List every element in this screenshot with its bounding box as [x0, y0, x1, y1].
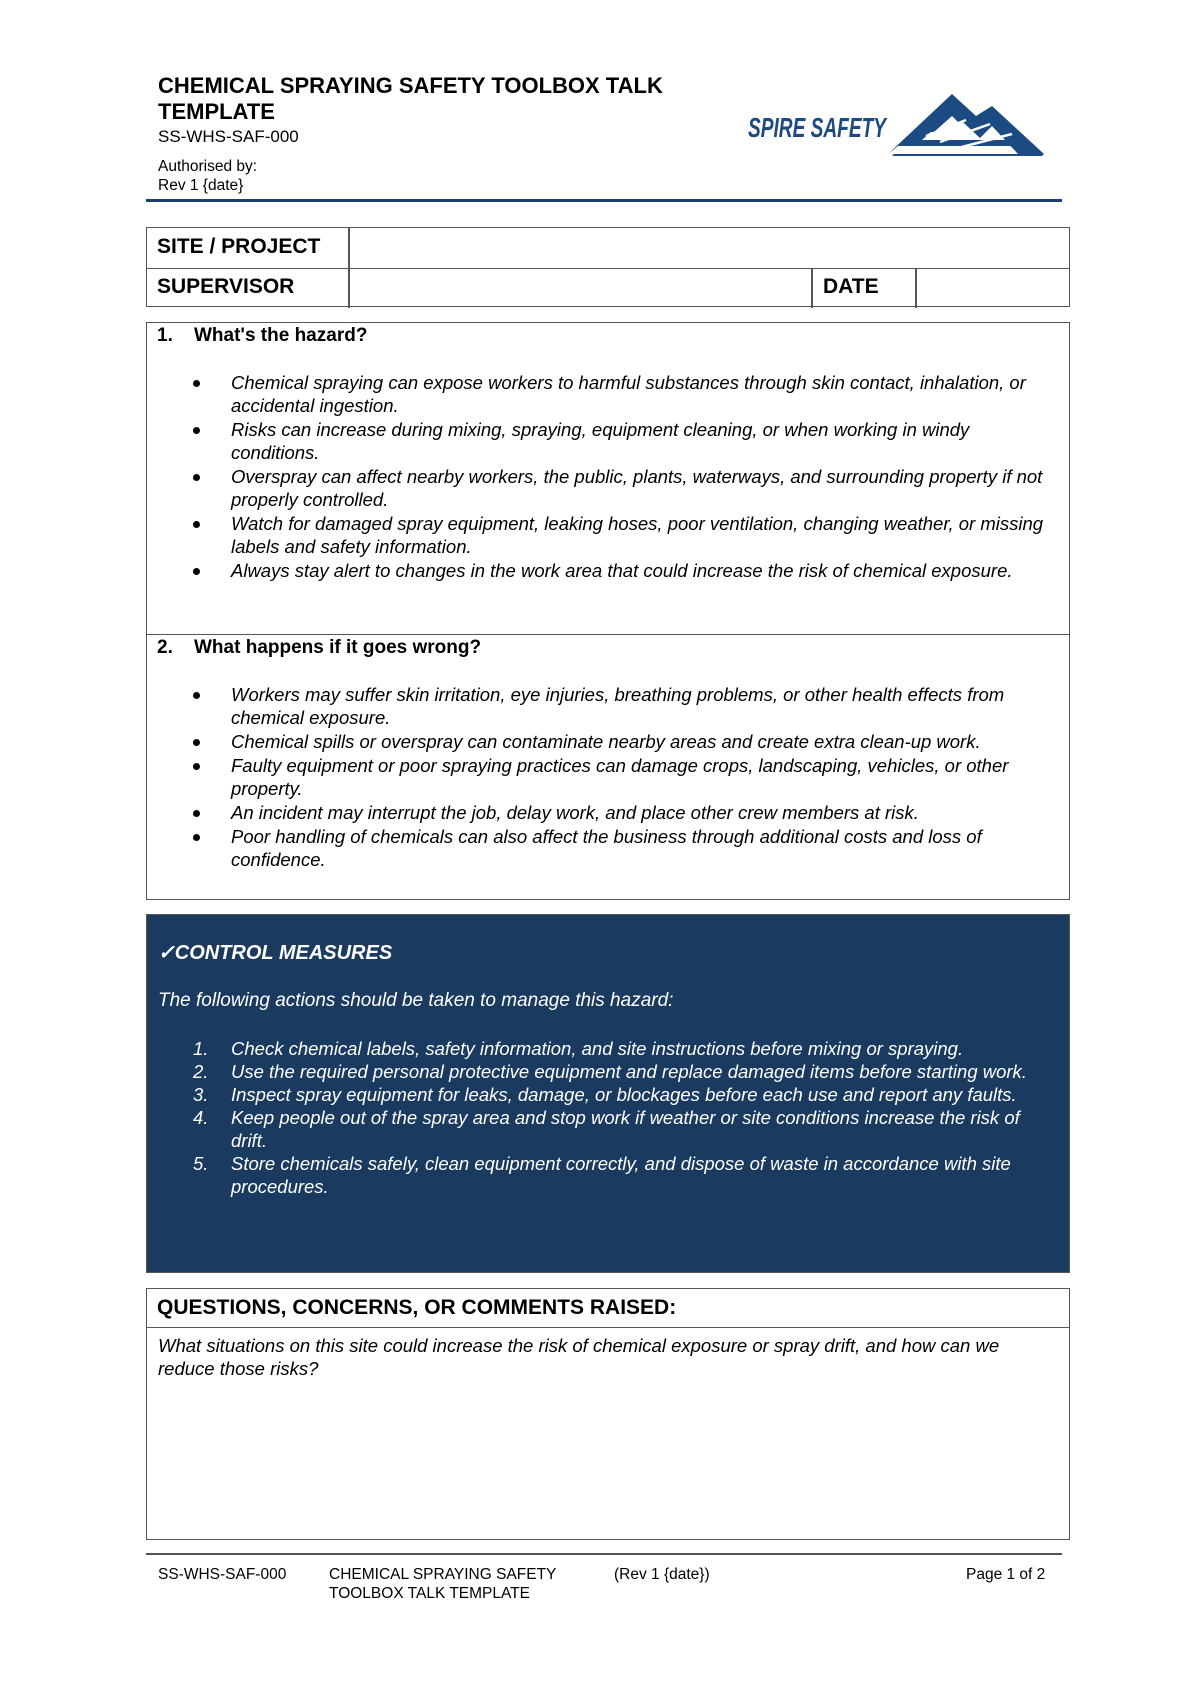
step-text: Check chemical labels, safety information, and site instructions before mixing or spraying. [231, 1038, 964, 1059]
footer-divider [146, 1553, 1062, 1555]
list-item [193, 371, 1057, 417]
section-number: 1. [157, 325, 173, 346]
list-item [193, 683, 1057, 729]
list-item-text: Chemical spraying can expose workers to harmful substances through skin contact, inhalation, or accidental ingestion. [231, 372, 1026, 416]
date-label: DATE [823, 275, 879, 298]
section-heading-text: What happens if it goes wrong? [194, 637, 482, 658]
hazard-heading [157, 323, 367, 349]
list-item-text: Always stay alert to changes in the work area that could increase the risk of chemical exposure. [231, 560, 1013, 581]
list-item-text: Overspray can affect nearby workers, the public, plants, waterways, and surrounding property if not properly controlled. [231, 466, 1043, 510]
list-item-text: Poor handling of chemicals can also affect the business through additional costs and loss of confidence. [231, 826, 982, 870]
bullet-icon [193, 380, 200, 387]
step-number: 5. [193, 1153, 209, 1174]
bullet-icon [193, 763, 200, 770]
step-number: 4. [193, 1107, 209, 1128]
site-project-row [147, 228, 1069, 269]
step-number: 3. [193, 1084, 209, 1105]
site-info-table [146, 227, 1070, 307]
list-item [193, 1106, 1057, 1152]
list-item [193, 1152, 1057, 1198]
list-item [193, 1083, 1057, 1106]
header-divider [146, 199, 1062, 202]
document-title: CHEMICAL SPRAYING SAFETY TOOLBOX TALK TEMPLATE [158, 73, 663, 124]
consequences-section [146, 634, 1070, 900]
document-code: SS-WHS-SAF-000 [158, 127, 299, 146]
bullet-icon [193, 521, 200, 528]
section-heading-text: What's the hazard? [194, 325, 368, 346]
supervisor-label: SUPERVISOR [157, 275, 295, 298]
list-item-text: Chemical spills or overspray can contaminate nearby areas and create extra clean-up work. [231, 731, 981, 752]
bullet-icon [193, 568, 200, 575]
list-item [193, 825, 1057, 871]
bullet-icon [193, 810, 200, 817]
questions-header [147, 1289, 1069, 1328]
revision: Rev 1 {date} [158, 177, 244, 194]
bullet-icon [193, 739, 200, 746]
divider [348, 268, 350, 308]
site-project-label: SITE / PROJECT [157, 235, 321, 258]
footer-code: SS-WHS-SAF-000 [158, 1566, 287, 1583]
authorised-by: Authorised by: [158, 158, 258, 175]
control-measures-panel [146, 914, 1070, 1273]
list-item [193, 465, 1057, 511]
list-item [193, 512, 1057, 558]
list-item [193, 1060, 1057, 1083]
bullet-icon [193, 474, 200, 481]
list-item [193, 418, 1057, 464]
bullet-icon [193, 427, 200, 434]
step-text: Use the required personal protective equipment and replace damaged items before starting work. [231, 1061, 1027, 1082]
questions-box [146, 1288, 1070, 1540]
list-item [193, 754, 1057, 800]
control-measures-title: ✓CONTROL MEASURES [158, 942, 393, 964]
step-number: 1. [193, 1038, 209, 1059]
list-item [193, 559, 1057, 582]
control-measures-list [193, 1037, 1057, 1198]
divider [348, 228, 350, 268]
questions-heading: QUESTIONS, CONCERNS, OR COMMENTS RAISED: [157, 1296, 677, 1319]
document-header [158, 73, 698, 195]
list-item [193, 801, 1057, 824]
list-item-text: An incident may interrupt the job, delay work, and place other crew members at risk. [231, 802, 919, 823]
footer-revision: (Rev 1 {date}) [614, 1566, 710, 1583]
section-number: 2. [157, 637, 173, 658]
bullet-icon [193, 834, 200, 841]
step-number: 2. [193, 1061, 209, 1082]
list-item [193, 730, 1057, 753]
supervisor-row [147, 268, 1069, 308]
step-text: Keep people out of the spray area and stop work if weather or site conditions increase the risk of drift. [231, 1107, 1020, 1151]
list-item-text: Risks can increase during mixing, spraying, equipment cleaning, or when working in windy conditions. [231, 419, 970, 463]
consequences-list [193, 683, 1057, 872]
divider [915, 268, 917, 308]
step-text: Inspect spray equipment for leaks, damage, or blockages before each use and report any faults. [231, 1084, 1017, 1105]
hazard-section [146, 322, 1070, 635]
hazard-list [193, 371, 1057, 583]
list-item-text: Workers may suffer skin irritation, eye injuries, breathing problems, or other health effects from chemical exposure. [231, 684, 1005, 728]
footer-title: CHEMICAL SPRAYING SAFETY TOOLBOX TALK TEMPLATE [329, 1566, 557, 1602]
step-text: Store chemicals safely, clean equipment correctly, and dispose of waste in accordance with site procedures. [231, 1153, 1011, 1197]
list-item-text: Faulty equipment or poor spraying practices can damage crops, landscaping, vehicles, or other property. [231, 755, 1009, 799]
list-item [193, 1037, 1057, 1060]
logo-text: SPIRE SAFETY [748, 112, 888, 143]
spire-safety-logo [744, 86, 1044, 162]
list-item-text: Watch for damaged spray equipment, leaking hoses, poor ventilation, changing weather, or missing labels and safety information. [231, 513, 1044, 557]
bullet-icon [193, 692, 200, 699]
questions-prompt: What situations on this site could increase the risk of chemical exposure or spray drift, and how can we reduce those risks? [158, 1335, 1000, 1379]
consequences-heading [157, 635, 481, 661]
page-number: Page 1 of 2 [966, 1566, 1046, 1583]
divider [811, 268, 813, 308]
control-measures-intro: The following actions should be taken to manage this hazard: [158, 990, 674, 1011]
